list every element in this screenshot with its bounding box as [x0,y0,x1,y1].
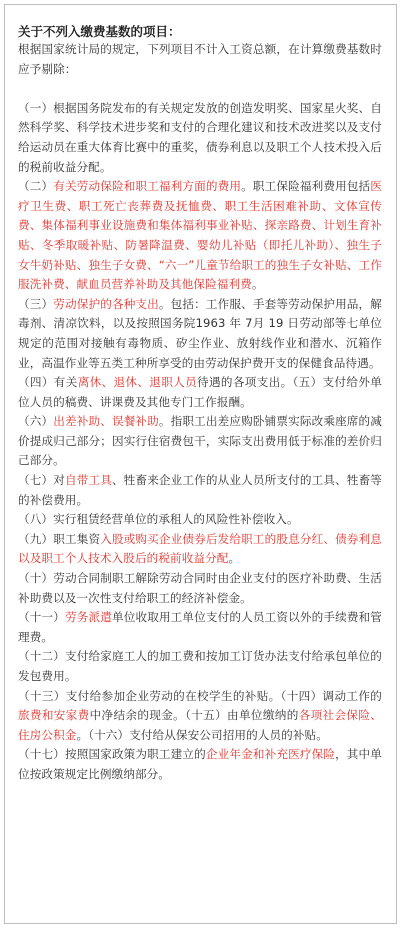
item-paragraph [18,530,382,569]
item-text: 待遇的各项支出。（五）支付给外单位人员的稿费、讲课费及其他专门工作报酬。 [18,375,382,409]
item-text: 中净结余的现金。（十五）由单位缴纳的 [89,708,299,723]
blank-line [18,79,382,99]
item-text: （一）根据国务院发布的有关规定发放的创造发明奖、国家星火奖、自然科学奖、科学技术进步奖和支付的合理化建议和技术改进奖以及支付给运动员在重大体育比赛中的重奖，债券利息以及职工个人技术投入后的税前收益分配。 [18,100,382,174]
item-paragraph [18,745,382,784]
item-text: 单位收取用工单位支付的人员工资以外的手续费和管理费。 [18,610,383,644]
item-paragraph [18,471,382,510]
item-text: （十一） [18,610,65,625]
item-text: （四）有关 [18,375,78,390]
item-text: （八）实行租赁经营单位的承租人的风险性补偿收入。 [18,512,299,527]
item-paragraph [18,373,382,412]
highlighted-text: 劳务派遣 [64,610,112,625]
item-text: （十二）支付给家庭工人的加工费和按加工订货办法支付给承包单位的发包费用。 [18,649,382,683]
highlighted-text: 有关劳动保险和职工福利方面的费用 [53,179,242,194]
item-paragraph [18,177,382,295]
item-text: 、牲畜来企业工作的从业人员所支付的工具、牲畜等的补偿费用。 [18,473,383,507]
highlighted-text: 出差补助、误餐补助 [53,414,159,429]
item-text: （七）对 [18,473,65,488]
highlighted-text: 入股或购买企业债券后发给职工的股息分红、债券利息以及职工个人技术入股后的税前收益分配 [18,531,382,566]
item-paragraph [18,608,382,647]
item-paragraph [18,510,382,530]
item-text: 。（十六）支付给从保安公司招用的人员的补贴。 [76,727,328,742]
highlighted-text: 旅费和安家费 [18,708,90,723]
item-text: 。包括：工作服、手套等劳动保护用品，解毒剂、清凉饮料，以及按照国务院1963 年 7月 19 日劳动部等七单位规定的范围对接触有毒物质、矽尘作业、放射线作业和潜水、沉箱作业，高温作业等五类工种所享受的由劳动保护费开支的保健食品待遇。 [18,296,382,370]
highlighted-text: 企业年金和补充医疗保险 [205,747,336,762]
highlighted-text: 劳动保护的各种支出 [53,296,159,311]
item-text: （九）职工集资 [18,531,101,546]
section-heading: 关于不列入缴费基数的项目： [18,24,181,39]
highlighted-text: 医疗卫生费、职工死亡丧葬费及抚恤费、职工生活困难补助、文体宣传费、集体福利事业设施费和集体福利事业补贴、探亲路费、计划生育补贴、冬季取暖补贴、防暑降温费、婴幼儿补贴（即托儿补助）、独生子女牛奶补贴、独生子女费、“六一”儿童节给职工的独生子女补贴、工作服洗补费、献血员营养补助及其他保险福利费 [18,179,382,292]
item-paragraph [18,295,382,373]
highlighted-text: 离休、退休、退职人员 [77,375,198,390]
intro-paragraph: 根据国家统计局的规定，下列项目不计入工资总额，在计算缴费基数时应予剔除： [18,42,382,76]
item-paragraph [18,99,382,177]
item-text: 。 [228,551,241,566]
highlighted-text: 各项社会保险、住房公积金 [18,708,382,742]
highlighted-text: 自带工具 [64,473,112,488]
item-text: ，其中单位按政策规定比例缴纳部分。 [18,747,382,781]
item-text: 。指职工出差应购卧铺票实际改乘座席的减价提成归己部分；因实行住宿费包干，实际支出费用低于标准的差价归己部分。 [18,414,382,468]
item-text: （十）劳动合同制职工解除劳动合同时由企业支付的医疗补助费、生活补助费以及一次性支付给职工的经济补偿金。 [18,571,382,605]
item-text: （六） [18,414,54,429]
item-text: 。 [251,277,264,292]
item-text: （三） [18,296,54,311]
item-text: （十三）支付给参加企业劳动的在校学生的补贴。（十四）调动工作的 [18,688,382,703]
item-text: （二） [18,179,54,194]
item-paragraph [18,647,382,686]
item-text: 。职工保险福利费用包括 [241,179,371,194]
items-list [18,99,382,785]
item-paragraph [18,687,382,746]
item-paragraph [18,569,382,608]
item-text: （十七）按照国家政策为职工建立的 [18,747,206,762]
document-card [4,4,397,924]
item-paragraph [18,412,382,471]
